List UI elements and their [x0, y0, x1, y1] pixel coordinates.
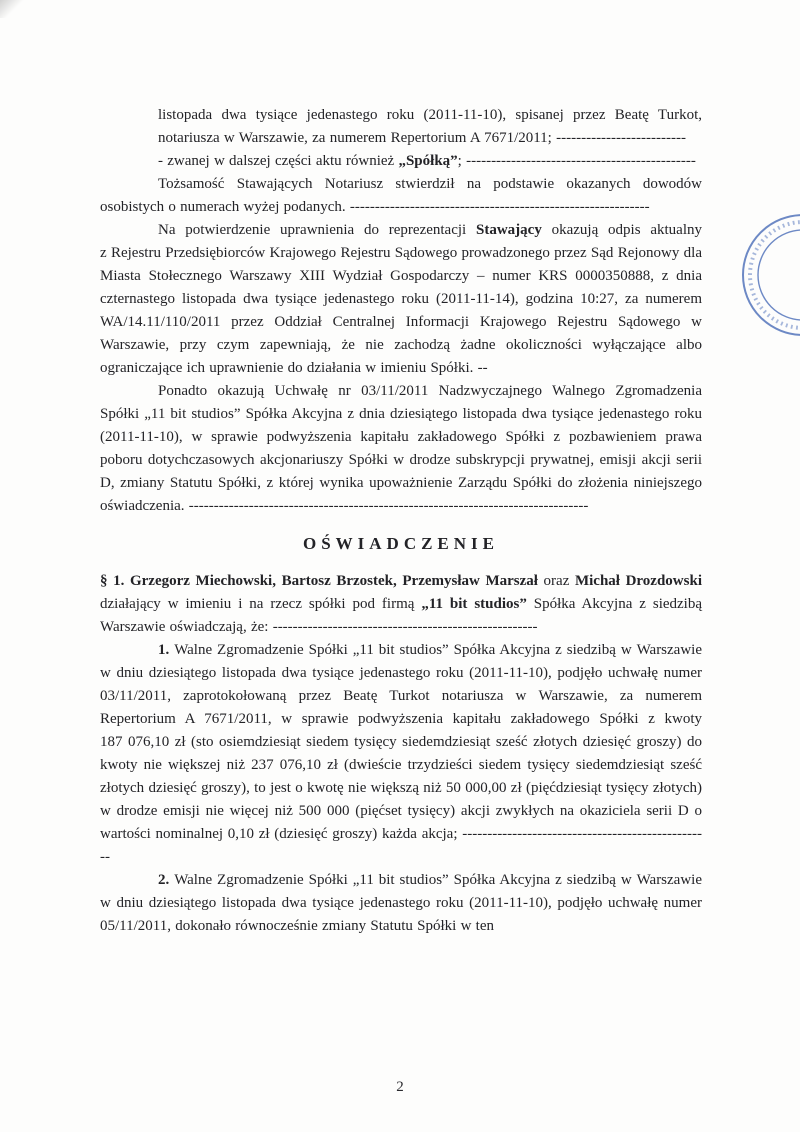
text-run: Ponadto okazują Uchwałę nr 03/11/2011 Nadzwyczajnego Walnego Zgromadzenia Spółki „11 bit studios” Spółka Akcyjna z dnia dziesiątego listopada dwa tysiące jedenastego roku (2011-11-10), w sprawie podwyższenia kapitału zakładowego Spółki z pozbawieniem prawa poboru dotychczasowych akcjonariuszy Spółki w drodze subskrypcji prywatnej, emisji akcji serii D, zmiany Statutu Spółki, z której wynika upoważnienie Zarządu Spółki do złożenia niniejszego oświadczenia. --------------------------------------------------------------------------------	[100, 383, 702, 514]
item-2-statute-change	[100, 869, 702, 938]
bold-text-run: Michał Drozdowski	[574, 573, 702, 589]
bold-text-run: „Spółką”	[398, 153, 458, 169]
text-run: ; ----------------------------------------------	[457, 153, 696, 169]
text-run: działający w imieniu i na rzecz spółki pod firmą	[100, 596, 422, 612]
text-run: oraz	[537, 573, 575, 589]
item-1-capital-increase	[100, 639, 702, 869]
section-heading	[100, 518, 702, 570]
bold-text-run: § 1.	[100, 573, 130, 589]
krs-extract-paragraph	[100, 219, 702, 380]
document-body	[100, 104, 702, 938]
bold-text-run: 1.	[158, 642, 175, 658]
text-run: Na potwierdzenie uprawnienia do reprezentacji	[158, 222, 476, 238]
bold-text-run: 2.	[158, 872, 175, 888]
bold-text-run: „11 bit studios”	[421, 596, 527, 612]
bold-text-run: Stawający	[476, 222, 542, 238]
notary-stamp-icon	[685, 205, 800, 345]
text-run: - zwanej w dalszej części aktu również	[158, 153, 399, 169]
scan-corner-artifact	[0, 0, 26, 18]
bold-text-run: Grzegorz Miechowski, Bartosz Brzostek, Przemysław Marszał	[129, 573, 538, 589]
text-run: Walne Zgromadzenie Spółki „11 bit studios” Spółka Akcyjna z siedzibą w Warszawie w dniu dziesiątego listopada dwa tysiące jedenastego roku (2011-11-10), podjęło uchwałę numer 03/11/2011, zaprotokołowaną przez Beatę Turkot notariusza w Warszawie, za numerem Repertorium A 7671/2011, w sprawie podwyższenia kapitału zakładowego Spółki z kwoty 187 076,10 zł (sto osiemdziesiąt siedem tysięcy siedemdziesiąt sześć złotych dziesięć groszy) do kwoty nie większej niż 237 076,10 zł (dwieście trzydzieści siedem tysięcy siedemdziesiąt sześć złotych dziesięć groszy), to jest o kwotę nie większą niż 50 000,00 zł (pięćdziesiąt tysięcy złotych) w drodze emisji nie więcej niż 500 000 (pięćset tysięcy) akcji zwykłych na okaziciela serii D o wartości nominalnej 0,10 zł (dziesięć groszy) każda akcja; --------------------------------------------------	[100, 642, 702, 865]
spolka-definition-line	[158, 150, 702, 173]
text-run: Walne Zgromadzenie Spółki „11 bit studios” Spółka Akcyjna z siedzibą w Warszawie w dniu dziesiątego listopada dwa tysiące jedenastego roku (2011-11-10), podjęło uchwałę numer 05/11/2011, dokonało równocześnie zmiany Statutu Spółki w ten	[100, 872, 702, 934]
resolution-presentation-paragraph	[100, 380, 702, 518]
bold-text-run: OŚWIADCZENIE	[302, 534, 500, 553]
text-run: okazują odpis aktualny z Rejestru Przedsiębiorców Krajowego Rejestru Sądowego prowadzonego przez Sąd Rejonowy dla Miasta Stołecznego Warszawy XIII Wydział Gospodarczy – numer KRS 0000350888, z dnia czternastego listopada dwa tysiące jedenastego roku (2011-11-14), godzina 10:27, za numerem WA/14.11/110/2011 przez Oddział Centralnej Informacji Krajowego Rejestru Sądowego w Warszawie, przy czym zapewniają, że nie zachodzą żadne okoliczności wyłączające albo ograniczające ich uprawnienie do działania w imieniu Spółki. --	[100, 222, 703, 376]
identity-confirmation-paragraph	[100, 173, 702, 219]
text-run: listopada dwa tysiące jedenastego roku (2011-11-10), spisanej przez Beatę Turkot, notariusza w Warszawie, za numerem Repertorium A 7671/2011; --------------------------	[158, 107, 702, 146]
page-number: 2	[396, 1079, 404, 1095]
stamp-rings	[743, 215, 800, 335]
par-1-declaration	[100, 570, 702, 639]
continuation-line	[158, 104, 702, 150]
text-run: Spółka Akcyjna z siedzibą Warszawie oświadczają, że: -----------------------------------------------------	[100, 596, 703, 635]
text-run: Tożsamość Stawających Notariusz stwierdził na podstawie okazanych dowodów osobistych o numerach wyżej podanych. ------------------------------------------------------------	[100, 176, 702, 215]
